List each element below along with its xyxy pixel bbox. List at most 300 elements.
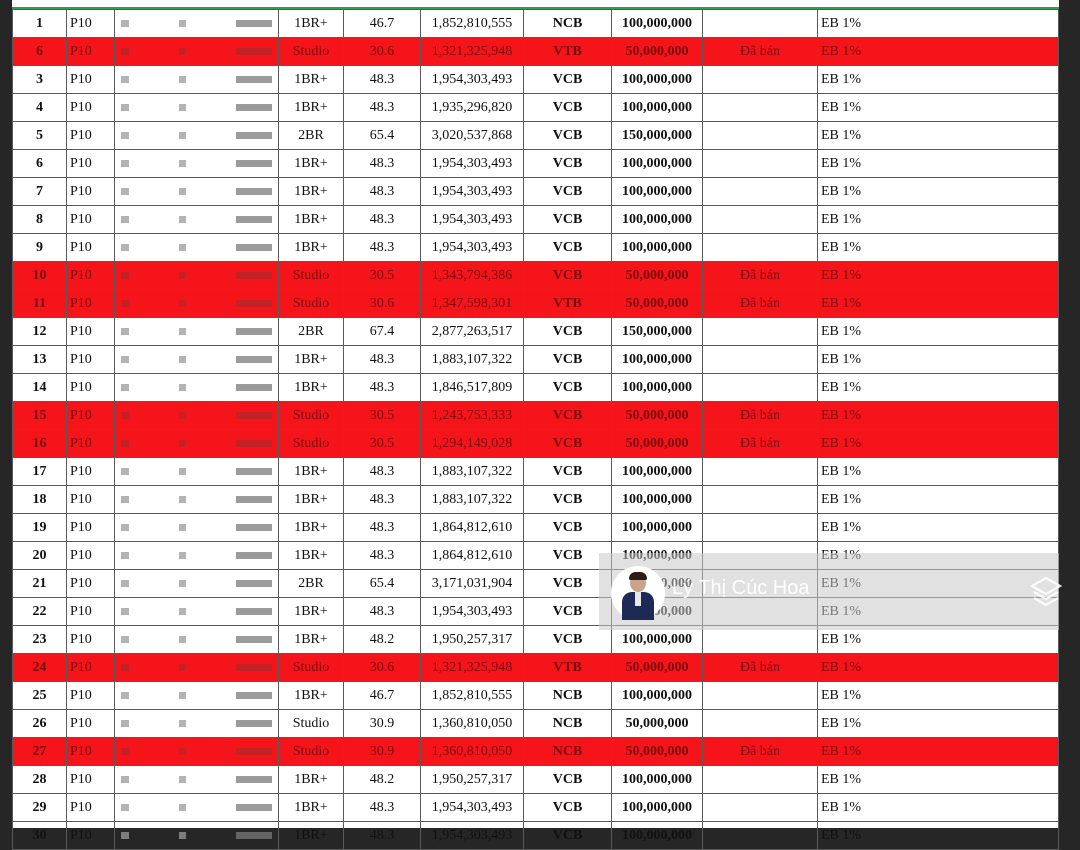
early-booking-discount: EB 1% (818, 10, 1059, 38)
unit-type: 1BR+ (279, 234, 344, 262)
unit-price: 1,243,753,333 (421, 402, 524, 430)
unit-type: 1BR+ (279, 178, 344, 206)
table-row (13, 94, 1059, 122)
unit-area: 30.9 (344, 710, 421, 738)
row-number: 17 (13, 458, 67, 486)
unit-area: 65.4 (344, 122, 421, 150)
unit-price: 1,954,303,493 (421, 822, 524, 850)
bank-name: VCB (524, 122, 612, 150)
sale-status (703, 710, 818, 738)
table-row (13, 122, 1059, 150)
unit-type: Studio (279, 710, 344, 738)
bank-name: VCB (524, 150, 612, 178)
unit-area: 48.3 (344, 374, 421, 402)
block-code: P10 (67, 458, 115, 486)
deposit-amount: 100,000,000 (612, 682, 703, 710)
redacted-unit-info (115, 682, 279, 710)
early-booking-discount: EB 1% (818, 654, 1059, 682)
redacted-unit-info (115, 318, 279, 346)
unit-area: 48.3 (344, 822, 421, 850)
redacted-unit-info (115, 262, 279, 290)
block-code: P10 (67, 598, 115, 626)
unit-area: 30.5 (344, 402, 421, 430)
bank-name: VCB (524, 346, 612, 374)
deposit-amount: 100,000,000 (612, 178, 703, 206)
early-booking-discount: EB 1% (818, 178, 1059, 206)
early-booking-discount: EB 1% (818, 94, 1059, 122)
early-booking-discount: EB 1% (818, 794, 1059, 822)
block-code: P10 (67, 38, 115, 66)
bank-name: NCB (524, 10, 612, 38)
redacted-unit-info (115, 626, 279, 654)
deposit-amount: 100,000,000 (612, 346, 703, 374)
bank-name: VCB (524, 206, 612, 234)
sale-status (703, 94, 818, 122)
bank-name: VCB (524, 570, 612, 598)
unit-area: 65.4 (344, 570, 421, 598)
sale-status (703, 150, 818, 178)
redacted-unit-info (115, 486, 279, 514)
row-number: 25 (13, 682, 67, 710)
block-code: P10 (67, 682, 115, 710)
unit-price: 1,343,794,386 (421, 262, 524, 290)
deposit-amount: 100,000,000 (612, 374, 703, 402)
unit-area: 48.3 (344, 206, 421, 234)
unit-type: 1BR+ (279, 766, 344, 794)
table-row-sold (13, 430, 1059, 458)
stacked-layers-icon (1028, 574, 1064, 610)
sale-status (703, 346, 818, 374)
deposit-amount: 50,000,000 (612, 38, 703, 66)
unit-price: 1,954,303,493 (421, 794, 524, 822)
unit-type: 1BR+ (279, 682, 344, 710)
early-booking-discount: EB 1% (818, 822, 1059, 850)
sale-status (703, 458, 818, 486)
redacted-unit-info (115, 542, 279, 570)
redacted-unit-info (115, 738, 279, 766)
price-sheet (12, 0, 1059, 843)
table-row-sold (13, 38, 1059, 66)
redacted-unit-info (115, 570, 279, 598)
early-booking-discount: EB 1% (818, 206, 1059, 234)
sale-status (703, 514, 818, 542)
deposit-amount: 50,000,000 (612, 430, 703, 458)
unit-price: 1,954,303,493 (421, 178, 524, 206)
unit-type: 1BR+ (279, 346, 344, 374)
unit-area: 30.5 (344, 430, 421, 458)
unit-price: 1,864,812,610 (421, 514, 524, 542)
early-booking-discount: EB 1% (818, 290, 1059, 318)
unit-type: Studio (279, 402, 344, 430)
bank-name: VCB (524, 626, 612, 654)
row-number: 27 (13, 738, 67, 766)
early-booking-discount: EB 1% (818, 486, 1059, 514)
deposit-amount: 100,000,000 (612, 94, 703, 122)
sale-status (703, 682, 818, 710)
row-number: 11 (13, 290, 67, 318)
sale-status (703, 206, 818, 234)
row-number: 4 (13, 94, 67, 122)
unit-type: Studio (279, 38, 344, 66)
block-code: P10 (67, 94, 115, 122)
redacted-unit-info (115, 598, 279, 626)
deposit-amount: 100,000,000 (612, 150, 703, 178)
deposit-amount: 100,000,000 (612, 10, 703, 38)
block-code: P10 (67, 262, 115, 290)
redacted-unit-info (115, 458, 279, 486)
early-booking-discount: EB 1% (818, 458, 1059, 486)
row-number: 24 (13, 654, 67, 682)
unit-price: 1,864,812,610 (421, 542, 524, 570)
unit-area: 46.7 (344, 10, 421, 38)
unit-price: 1,347,598,301 (421, 290, 524, 318)
row-number: 18 (13, 486, 67, 514)
unit-area: 46.7 (344, 682, 421, 710)
unit-type: 1BR+ (279, 794, 344, 822)
redacted-unit-info (115, 710, 279, 738)
bank-name: VCB (524, 766, 612, 794)
early-booking-discount: EB 1% (818, 122, 1059, 150)
redacted-unit-info (115, 38, 279, 66)
unit-type: 1BR+ (279, 486, 344, 514)
unit-price: 1,954,303,493 (421, 66, 524, 94)
deposit-amount: 50,000,000 (612, 402, 703, 430)
unit-area: 30.6 (344, 38, 421, 66)
sale-status (703, 794, 818, 822)
table-row (13, 710, 1059, 738)
early-booking-discount: EB 1% (818, 38, 1059, 66)
early-booking-discount: EB 1% (818, 430, 1059, 458)
block-code: P10 (67, 178, 115, 206)
block-code: P10 (67, 570, 115, 598)
row-number: 19 (13, 514, 67, 542)
early-booking-discount: EB 1% (818, 402, 1059, 430)
block-code: P10 (67, 66, 115, 94)
early-booking-discount: EB 1% (818, 682, 1059, 710)
row-number: 21 (13, 570, 67, 598)
early-booking-discount: EB 1% (818, 374, 1059, 402)
unit-type: Studio (279, 290, 344, 318)
block-code: P10 (67, 822, 115, 850)
unit-area: 48.3 (344, 234, 421, 262)
unit-price: 1,935,296,820 (421, 94, 524, 122)
unit-area: 48.3 (344, 346, 421, 374)
unit-area: 48.3 (344, 598, 421, 626)
deposit-amount: 50,000,000 (612, 710, 703, 738)
deposit-amount: 100,000,000 (612, 206, 703, 234)
bank-name: VCB (524, 318, 612, 346)
unit-type: 1BR+ (279, 626, 344, 654)
unit-price: 1,954,303,493 (421, 598, 524, 626)
row-number: 7 (13, 178, 67, 206)
unit-price: 1,954,303,493 (421, 150, 524, 178)
bank-name: VCB (524, 178, 612, 206)
unit-type: 1BR+ (279, 458, 344, 486)
block-code: P10 (67, 234, 115, 262)
table-row (13, 486, 1059, 514)
unit-area: 67.4 (344, 318, 421, 346)
bank-name: VCB (524, 66, 612, 94)
row-number: 1 (13, 10, 67, 38)
block-code: P10 (67, 738, 115, 766)
table-row-sold (13, 654, 1059, 682)
block-code: P10 (67, 794, 115, 822)
early-booking-discount: EB 1% (818, 262, 1059, 290)
bank-name: VCB (524, 514, 612, 542)
unit-type: 1BR+ (279, 206, 344, 234)
redacted-unit-info (115, 234, 279, 262)
sale-status: Đã bán (703, 654, 818, 682)
deposit-amount: 100,000,000 (612, 234, 703, 262)
redacted-unit-info (115, 150, 279, 178)
watermark-name: Lý Thị Cúc Hoa (672, 577, 810, 599)
sale-status: Đã bán (703, 262, 818, 290)
row-number: 6 (13, 38, 67, 66)
unit-area: 48.3 (344, 178, 421, 206)
block-code: P10 (67, 206, 115, 234)
unit-area: 48.3 (344, 66, 421, 94)
block-code: P10 (67, 710, 115, 738)
block-code: P10 (67, 486, 115, 514)
bank-name: VCB (524, 598, 612, 626)
sale-status (703, 10, 818, 38)
table-row (13, 318, 1059, 346)
row-number: 8 (13, 206, 67, 234)
table-row-sold (13, 402, 1059, 430)
unit-price: 1,321,325,948 (421, 38, 524, 66)
row-number: 22 (13, 598, 67, 626)
sale-status (703, 234, 818, 262)
deposit-amount: 50,000,000 (612, 262, 703, 290)
sale-status: Đã bán (703, 38, 818, 66)
sale-status (703, 374, 818, 402)
unit-price: 1,954,303,493 (421, 206, 524, 234)
unit-price: 1,954,303,493 (421, 234, 524, 262)
early-booking-discount: EB 1% (818, 626, 1059, 654)
sale-status: Đã bán (703, 430, 818, 458)
sale-status (703, 66, 818, 94)
bank-name: VCB (524, 458, 612, 486)
table-row-sold (13, 262, 1059, 290)
unit-area: 48.3 (344, 794, 421, 822)
early-booking-discount: EB 1% (818, 150, 1059, 178)
sale-status (703, 122, 818, 150)
unit-type: 1BR+ (279, 374, 344, 402)
unit-type: 1BR+ (279, 66, 344, 94)
unit-price-table (12, 9, 1059, 850)
redacted-unit-info (115, 346, 279, 374)
row-number: 26 (13, 710, 67, 738)
early-booking-discount: EB 1% (818, 346, 1059, 374)
bank-name: NCB (524, 738, 612, 766)
row-number: 14 (13, 374, 67, 402)
row-number: 13 (13, 346, 67, 374)
deposit-amount: 100,000,000 (612, 794, 703, 822)
table-row (13, 234, 1059, 262)
redacted-unit-info (115, 94, 279, 122)
unit-area: 48.2 (344, 626, 421, 654)
unit-price: 3,020,537,868 (421, 122, 524, 150)
unit-price: 1,852,810,555 (421, 10, 524, 38)
row-number: 3 (13, 66, 67, 94)
watermark-banner (599, 553, 1059, 630)
bank-name: NCB (524, 682, 612, 710)
unit-area: 48.2 (344, 766, 421, 794)
bank-name: VTB (524, 38, 612, 66)
unit-type: 1BR+ (279, 150, 344, 178)
early-booking-discount: EB 1% (818, 318, 1059, 346)
redacted-unit-info (115, 430, 279, 458)
unit-type: 2BR (279, 122, 344, 150)
row-number: 28 (13, 766, 67, 794)
early-booking-discount: EB 1% (818, 66, 1059, 94)
bank-name: VCB (524, 94, 612, 122)
bank-name: VCB (524, 262, 612, 290)
redacted-unit-info (115, 290, 279, 318)
bank-name: VTB (524, 654, 612, 682)
early-booking-discount: EB 1% (818, 514, 1059, 542)
redacted-unit-info (115, 178, 279, 206)
row-number: 29 (13, 794, 67, 822)
block-code: P10 (67, 318, 115, 346)
unit-area: 30.6 (344, 654, 421, 682)
unit-type: 1BR+ (279, 542, 344, 570)
unit-area: 48.3 (344, 514, 421, 542)
row-number: 10 (13, 262, 67, 290)
block-code: P10 (67, 654, 115, 682)
row-number: 12 (13, 318, 67, 346)
redacted-unit-info (115, 766, 279, 794)
block-code: P10 (67, 10, 115, 38)
bank-name: NCB (524, 710, 612, 738)
table-row (13, 514, 1059, 542)
unit-price: 1,360,810,050 (421, 738, 524, 766)
table-row-sold (13, 290, 1059, 318)
early-booking-discount: EB 1% (818, 710, 1059, 738)
unit-type: 1BR+ (279, 514, 344, 542)
unit-price: 1,294,149,028 (421, 430, 524, 458)
redacted-unit-info (115, 10, 279, 38)
block-code: P10 (67, 122, 115, 150)
unit-area: 30.5 (344, 262, 421, 290)
table-row (13, 66, 1059, 94)
table-row-sold (13, 738, 1059, 766)
bank-name: VCB (524, 822, 612, 850)
unit-price: 1,883,107,322 (421, 458, 524, 486)
block-code: P10 (67, 150, 115, 178)
block-code: P10 (67, 542, 115, 570)
redacted-unit-info (115, 122, 279, 150)
deposit-amount: 100,000,000 (612, 514, 703, 542)
unit-price: 1,852,810,555 (421, 682, 524, 710)
table-row (13, 374, 1059, 402)
unit-type: Studio (279, 262, 344, 290)
table-row (13, 10, 1059, 38)
unit-price: 1,321,325,948 (421, 654, 524, 682)
bank-name: VTB (524, 290, 612, 318)
sale-status: Đã bán (703, 290, 818, 318)
header-line (12, 0, 1059, 9)
redacted-unit-info (115, 794, 279, 822)
redacted-unit-info (115, 654, 279, 682)
table-row (13, 206, 1059, 234)
redacted-unit-info (115, 822, 279, 850)
block-code: P10 (67, 290, 115, 318)
redacted-unit-info (115, 402, 279, 430)
unit-type: Studio (279, 430, 344, 458)
bank-name: VCB (524, 374, 612, 402)
early-booking-discount: EB 1% (818, 738, 1059, 766)
row-number: 6 (13, 150, 67, 178)
unit-area: 48.3 (344, 458, 421, 486)
bank-name: VCB (524, 402, 612, 430)
unit-type: 2BR (279, 318, 344, 346)
bank-name: VCB (524, 430, 612, 458)
unit-area: 48.3 (344, 486, 421, 514)
unit-price: 1,883,107,322 (421, 346, 524, 374)
sale-status: Đã bán (703, 738, 818, 766)
deposit-amount: 100,000,000 (612, 626, 703, 654)
agent-avatar (611, 566, 665, 620)
unit-area: 30.9 (344, 738, 421, 766)
block-code: P10 (67, 514, 115, 542)
block-code: P10 (67, 374, 115, 402)
table-row (13, 150, 1059, 178)
sale-status (703, 318, 818, 346)
block-code: P10 (67, 766, 115, 794)
deposit-amount: 100,000,000 (612, 766, 703, 794)
row-number: 9 (13, 234, 67, 262)
unit-type: 1BR+ (279, 94, 344, 122)
block-code: P10 (67, 402, 115, 430)
block-code: P10 (67, 626, 115, 654)
unit-area: 48.3 (344, 542, 421, 570)
table-row (13, 822, 1059, 850)
bank-name: VCB (524, 542, 612, 570)
row-number: 23 (13, 626, 67, 654)
sale-status: Đã bán (703, 402, 818, 430)
unit-type: Studio (279, 738, 344, 766)
sale-status (703, 178, 818, 206)
redacted-unit-info (115, 374, 279, 402)
row-number: 16 (13, 430, 67, 458)
bank-name: VCB (524, 486, 612, 514)
deposit-amount: 50,000,000 (612, 290, 703, 318)
table-row (13, 346, 1059, 374)
row-number: 20 (13, 542, 67, 570)
row-number: 15 (13, 402, 67, 430)
deposit-amount: 150,000,000 (612, 122, 703, 150)
unit-price: 1,846,517,809 (421, 374, 524, 402)
unit-price: 1,950,257,317 (421, 766, 524, 794)
unit-type: 1BR+ (279, 10, 344, 38)
unit-area: 48.3 (344, 150, 421, 178)
unit-price: 2,877,263,517 (421, 318, 524, 346)
unit-area: 30.6 (344, 290, 421, 318)
unit-type: 2BR (279, 570, 344, 598)
bank-name: VCB (524, 794, 612, 822)
sale-status (703, 766, 818, 794)
block-code: P10 (67, 430, 115, 458)
bank-name: VCB (524, 234, 612, 262)
early-booking-discount: EB 1% (818, 234, 1059, 262)
redacted-unit-info (115, 514, 279, 542)
sale-status (703, 822, 818, 850)
unit-area: 48.3 (344, 94, 421, 122)
unit-price: 3,171,031,904 (421, 570, 524, 598)
redacted-unit-info (115, 66, 279, 94)
sale-status (703, 486, 818, 514)
